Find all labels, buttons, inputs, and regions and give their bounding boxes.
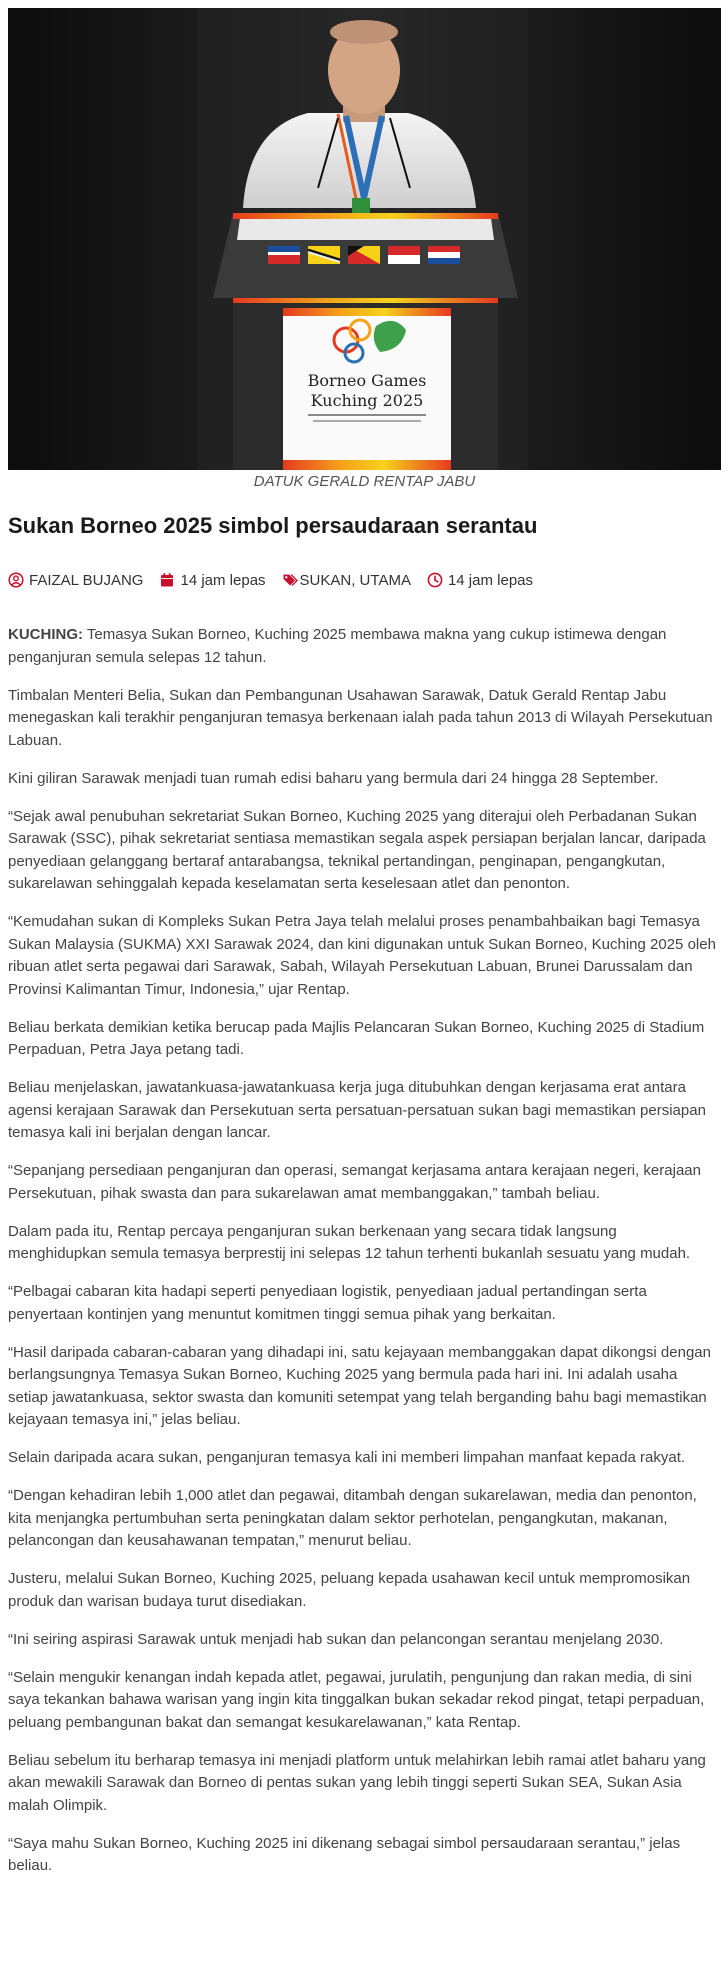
paragraph: “Selain mengukir kenangan indah kepada atlet, pegawai, jurulatih, pengunjung dan rakan media, di sini saya tekankan bahawa warisan yang ingin kita tinggalkan bukan sekadar rekod pingat, tetapi perpaduan, peluang pembangunan bakat dan semangat kesukarelawanan,” kata Rentap. (8, 1668, 705, 1731)
user-circle-icon (8, 572, 24, 588)
publish-date-text: 14 jam lepas (180, 571, 266, 589)
article-body (8, 624, 718, 1893)
paragraph: Selain daripada acara sukan, penganjuran temasya kali ini memberi limpahan manfaat kepada rakyat. (8, 1449, 686, 1466)
paragraph: “Saya mahu Sukan Borneo, Kuching 2025 ini dikenang sebagai simbol persaudaraan serantau,” jelas beliau. (8, 1834, 681, 1874)
photo-caption: DATUK GERALD RENTAP JABU (253, 473, 476, 490)
paragraph: “Ini seiring aspirasi Sarawak untuk menjadi hab sukan dan pelancongan serantau menjelang 2030. (8, 1630, 664, 1648)
paragraph: “Hasil daripada cabaran-cabaran yang dihadapi ini, satu kejayaan membanggakan dapat dikongsi dengan berlangsungnya Temasya Sukan Borneo, Kuching 2025 yang bermula pada hari ini. Ini adalah usaha setiap jawatankuasa, sektor swasta dan komuniti setempat yang telah berganding bahu bagi memastikan kejayaan temasya ini,” jelas beliau. (8, 1343, 711, 1428)
dateline: KUCHING: (8, 626, 83, 643)
flags (268, 246, 460, 264)
paragraph: “Kemudahan sukan di Kompleks Sukan Petra Jaya telah melalui proses penambahbaikan bagi Temasya Sukan Malaysia (SUKMA) XXI Sarawak 2024, dan kini digunakan untuk Sukan Borneo, Kuching 2025 oleh ribuan atlet serta pegawai dari Sarawak, Sabah, Wilayah Persekutuan Labuan, Brunei Darussalam dan Provinsi Kalimantan Timur, Indonesia,” ujar Rentap. (8, 913, 716, 998)
calendar-icon (159, 572, 175, 588)
category-text: SUKAN, UTAMA (299, 571, 411, 589)
lead-text: Temasya Sukan Borneo, Kuching 2025 membawa makna yang cukup istimewa dengan penganjuran semula selepas 12 tahun. (8, 626, 667, 666)
clock-icon (427, 572, 443, 588)
paragraph: Beliau menjelaskan, jawatankuasa-jawatankuasa kerja juga ditubuhkan dengan kerjasama erat antara agensi kerajaan Sarawak dan Persekutuan serta persatuan-persatuan sukan bagi memastikan persiapan temasya kali ini berjalan dengan lancar. (8, 1079, 706, 1141)
lead-paragraph (8, 624, 718, 669)
podium-logo-line1: Borneo Games (307, 371, 427, 390)
paragraph: “Sejak awal penubuhan sekretariat Sukan Borneo, Kuching 2025 yang diterajui oleh Perbadanan Sukan Sarawak (SSC), pihak sekretariat sentiasa memastikan segala aspek persiapan berjalan lancar, daripada penyediaan gelanggang bertaraf antarabangsa, teknikal pertandingan, penginapan, pengangkutan, sukarelawan sehinggalah kepada keselamatan serta keselesaan atlet dan penonton. (8, 807, 706, 892)
author-name: FAIZAL BUJANG (29, 571, 144, 589)
podium-logo-line2: Kuching 2025 (310, 391, 424, 410)
paragraph: Kini giliran Sarawak menjadi tuan rumah edisi baharu yang bermula dari 24 hingga 28 September. (8, 769, 659, 787)
paragraph: Beliau sebelum itu berharap temasya ini menjadi platform untuk melahirkan lebih ramai atlet baharu yang akan mewakili Sarawak dan Borneo di pentas sukan yang lebih tinggi seperti Sukan SEA, Sukan Asia malah Olimpik. (8, 1751, 706, 1814)
paragraph: Justeru, melalui Sukan Borneo, Kuching 2025, peluang kepada usahawan kecil untuk mempromosikan produk dan warisan budaya turut disediakan. (8, 1570, 691, 1610)
paragraph: Dalam pada itu, Rentap percaya penganjuran sukan berkenaan yang secara tidak langsung menghidupkan semula temasya berprestij ini selepas 12 tahun terhenti bukanlah sesuatu yang mudah. (8, 1222, 691, 1262)
paragraph: “Sepanjang persediaan penganjuran dan operasi, semangat kerjasama antara kerajaan negeri, kerajaan Persekutuan, pihak swasta dan para sukarelawan amat membanggakan,” tambah beliau. (8, 1162, 701, 1202)
paragraph: “Pelbagai cabaran kita hadapi seperti penyediaan logistik, penyediaan jadual pertandingan serta penyertaan kontinjen yang menuntut komitmen tinggi semua pihak yang berkaitan. (8, 1283, 647, 1323)
article-title: Sukan Borneo 2025 simbol persaudaraan serantau (8, 513, 538, 538)
paragraph: Timbalan Menteri Belia, Sukan dan Pembangunan Usahawan Sarawak, Datuk Gerald Rentap Jabu menegaskan kali terakhir penganjuran temasya berkenaan ialah pada tahun 2013 di Wilayah Persekutuan Labuan. (8, 686, 713, 749)
paragraph: Beliau berkata demikian ketika berucap pada Majlis Pelancaran Sukan Borneo, Kuching 2025 di Stadium Perpaduan, Petra Jaya petang tadi. (8, 1018, 705, 1058)
hero-photo (8, 8, 721, 470)
tags-icon (282, 572, 298, 588)
author-link[interactable] (8, 572, 143, 589)
update-time (427, 572, 533, 589)
publish-date (159, 572, 265, 589)
article-meta (8, 568, 549, 592)
category-links[interactable] (282, 572, 411, 589)
paragraph: “Dengan kehadiran lebih 1,000 atlet dan pegawai, ditambah dengan sukarelawan, media dan penonton, kita menjangka pertumbuhan serta peningkatan dalam sektor perhotelan, pengangkutan, makanan, pelancongan dan keusahawanan tempatan,” menurut beliau. (8, 1487, 697, 1549)
update-time-text: 14 jam lepas (447, 571, 534, 589)
